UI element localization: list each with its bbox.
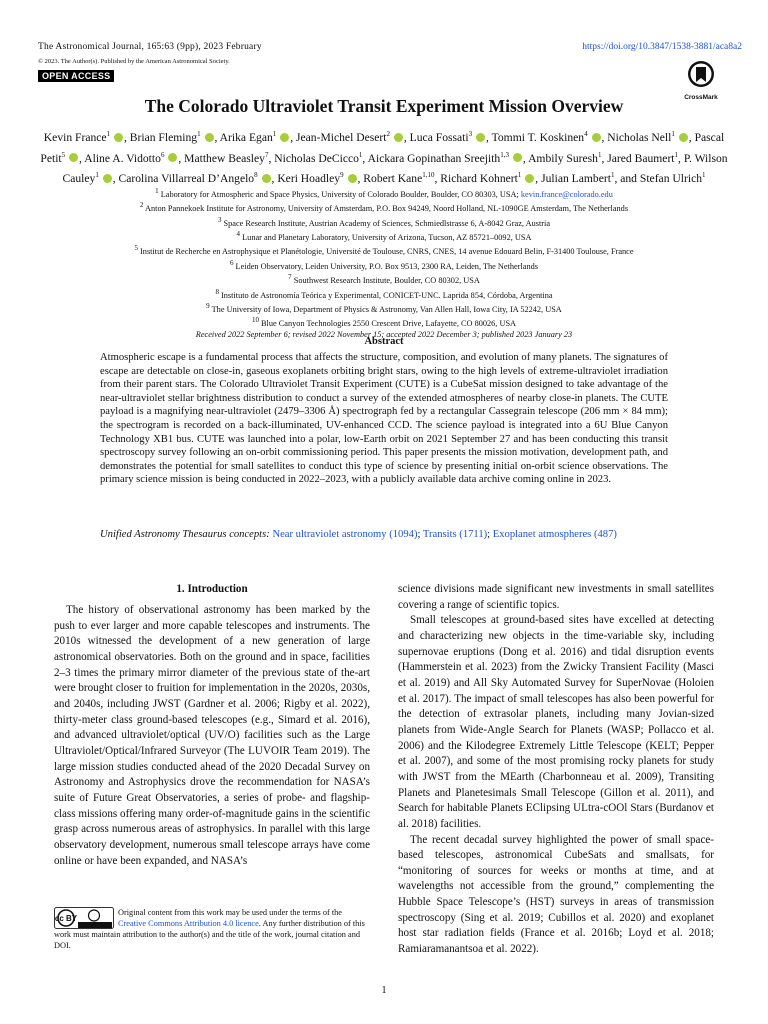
affiliation-item [40, 215, 728, 229]
orcid-icon[interactable] [394, 133, 403, 142]
abstract-heading: Abstract [364, 336, 404, 347]
author-separator: , [601, 130, 608, 144]
orcid-icon[interactable] [103, 174, 112, 183]
crossmark-label: CrossMark [684, 94, 718, 101]
author-affiliation-mark: 1 [95, 171, 99, 180]
affiliation-text: Southwest Research Institute, Boulder, CO 80302, USA [293, 275, 480, 285]
author-name: Keri Hoadley [277, 172, 341, 186]
affiliation-item [40, 243, 728, 257]
page-number: 1 [381, 985, 387, 996]
author-separator: , [271, 172, 278, 186]
author-name: Julian Lambert [541, 172, 611, 186]
author-affiliation-mark: 1,3 [500, 150, 509, 159]
author-affiliation-mark: 7 [264, 150, 269, 159]
orcid-icon[interactable] [679, 133, 688, 142]
author-separator: , [486, 130, 492, 144]
right-column [398, 582, 714, 958]
affiliation-number: 5 [134, 244, 138, 253]
cc-by-icon [54, 907, 114, 929]
author-separator: , [79, 151, 85, 165]
paper-title: The Colorado Ultraviolet Transit Experiment Mission Overview [144, 96, 624, 116]
affiliation-number: 4 [236, 230, 241, 239]
orcid-icon[interactable] [205, 133, 214, 142]
body-paragraph: The history of observational astronomy has been marked by the push to ever larger and more capable telescopes and instruments. The 2010s witnessed the development of a new generation of large astronomical observatories. Both on the ground and in space, facilities 2–3 times the primary mirror diameter of the previous state of the-art were brought closer to fruition for implementation in the 2020s, 2030s, and 2040s, including JWST (Gardner et al. 2006; Rigby et al. 2022), thirty-meter class ground-based telescopes (e.g., Simard et al. 2016), and advanced ultraviolet/optical (UV/O) facilities such as the Large Ultraviolet/Optical/Infrared Surveyor (The LUVOIR Team 2019). The large mission studies conducted ahead of the 2020 Decadal Survey on Astronomy and Astrophysics drove the recommendation for NASA’s suite of Future Great Observatories, a series of probe- and flagship-class missions offering many order-of-magnitude gains in the scientific grasp across numerous areas of astrophysics. In parallel with this large observatory development, numerous small telescope arrays have come online or have been expanded, and NASA’s [54, 604, 370, 867]
uat-concept-link[interactable]: Near ultraviolet astronomy (1094) [272, 529, 418, 540]
author-name: Aline A. Vidotto [84, 151, 161, 165]
author-affiliation-mark: 1,10 [422, 171, 435, 180]
author-separator: , [688, 130, 695, 144]
license-text: Original content from this work may be used under the terms of the [118, 908, 342, 917]
author-affiliation-mark: 5 [61, 150, 66, 159]
affiliation-number: 7 [288, 273, 292, 282]
author-separator: , [535, 172, 542, 186]
copyright-notice: © 2023. The Author(s). Published by the American Astronomical Society. [38, 58, 230, 65]
affiliation-text: Leiden Observatory, Leiden University, P.O. Box 9513, 2300 RA, Leiden, The Netherlands [235, 261, 539, 271]
author-name: Ambily Suresh [528, 151, 598, 165]
author-name: Nicholas DeCicco [274, 151, 359, 165]
author-name: Stefan Ulrich [639, 172, 703, 186]
affiliation-number: 3 [217, 215, 222, 224]
author-separator: , [214, 130, 220, 144]
affiliation-number: 2 [139, 201, 144, 210]
author-affiliation-mark: 1 [517, 171, 522, 180]
section-heading: 1. Introduction [176, 583, 248, 595]
uat-concepts: Unified Astronomy Thesaurus concepts: Near ultraviolet astronomy (1094); Transits (1711); Exoplanet atmospheres (487) [100, 529, 617, 540]
affiliation-text: Anton Pannekoek Institute for Astronomy, University of Amsterdam, P.O. Box 94249, Noord Holland, NL-1090GE Amsterdam, The Netherlands [145, 204, 629, 214]
doi-link[interactable]: https://doi.org/10.3847/1538-3881/aca8a2 [582, 42, 742, 52]
received-dates: Received 2022 September 6; revised 2022 November 15; accepted 2022 December 3; published 2023 January 23 [195, 329, 573, 339]
author-affiliation-mark: 4 [584, 130, 588, 138]
email-link[interactable]: kevin.france@colorado.edu [520, 189, 613, 199]
uat-concept-link[interactable]: Exoplanet atmospheres (487) [492, 529, 617, 540]
affiliation-item [40, 229, 728, 243]
crossmark-icon [687, 60, 715, 88]
author-separator: , [290, 130, 296, 144]
affiliation-item [40, 301, 728, 315]
affiliation-number: 9 [206, 301, 210, 310]
orcid-icon[interactable] [513, 153, 522, 162]
author-separator: , [112, 172, 119, 186]
affiliation-item [40, 200, 728, 214]
affiliation-text: The University of Iowa, Department of Physics & Astronomy, Van Allen Hall, Iowa City, IA 52242, USA [211, 304, 562, 314]
affiliation-number: 10 [251, 316, 259, 325]
author-name: Pascal Petit [40, 130, 725, 165]
author-affiliation-mark: 2 [386, 130, 390, 138]
license-text: . Any further distribution of this work must maintain attribution to the author(s) and the title of the work, journal citation and DOI. [54, 919, 365, 950]
orcid-icon[interactable] [114, 133, 123, 142]
author-name: Arika Egan [219, 130, 273, 144]
author-affiliation-mark: 8 [254, 171, 258, 180]
author-affiliation-mark: 1 [674, 150, 679, 159]
affiliation-number: 1 [155, 187, 159, 195]
uat-label: Unified Astronomy Thesaurus concepts: [100, 529, 270, 540]
author-separator: , [403, 130, 410, 144]
author-separator: , [434, 172, 441, 186]
body-paragraph: science divisions made significant new investments in small satellites covering a range of scientific topics. [398, 583, 714, 611]
affiliation-item [40, 287, 728, 301]
author-name: P. Wilson Cauley [62, 151, 728, 186]
author-affiliation-mark: 1 [197, 130, 201, 138]
author-affiliation-mark: 1 [597, 150, 602, 159]
author-affiliation-mark: 1 [610, 171, 615, 180]
affiliation-text: Blue Canyon Technologies 2550 Crescent Drive, Lafayette, CO 80026, USA [261, 319, 517, 328]
journal-citation: The Astronomical Journal, 165:63 (9pp), 2023 February [38, 42, 262, 52]
author-name: Jared Baumert [607, 151, 675, 165]
author-name: Luca Fossati [409, 130, 469, 144]
author-separator: , [601, 151, 608, 165]
author-separator: , [123, 130, 130, 144]
author-name: Robert Kane [363, 172, 423, 186]
affiliation-text: Laboratory for Atmospheric and Space Physics, University of Colorado Boulder, Boulder, CO 80303, USA; [160, 189, 521, 199]
affiliation-text: Lunar and Planetary Laboratory, University of Arizona, Tucson, AZ 85721–0092, USA [242, 232, 532, 242]
orcid-icon[interactable] [168, 153, 177, 162]
orcid-icon[interactable] [525, 174, 534, 183]
author-name: Matthew Beasley [184, 151, 265, 165]
cc-badge-text: cc BY [54, 914, 78, 923]
author-separator: , [178, 151, 185, 165]
author-separator: , and [614, 172, 640, 186]
affiliation-item [40, 186, 728, 200]
affiliation-item [40, 258, 728, 272]
orcid-icon[interactable] [476, 133, 485, 142]
author-separator: , [362, 151, 368, 165]
author-separator: , [678, 151, 684, 165]
author-name: Brian Fleming [129, 130, 198, 144]
author-affiliation-mark: 1 [106, 130, 111, 138]
author-name: Tommi T. Koskinen [491, 130, 585, 144]
open-access-badge: OPEN ACCESS [38, 70, 114, 82]
author-affiliation-mark: 3 [468, 130, 473, 138]
left-column [54, 603, 370, 869]
affiliation-text: Instituto de Astronomía Teórica y Experimental, CONICET-UNC. Laprida 854, Córdoba, Argentina [221, 290, 553, 300]
author-name: Aickara Gopinathan Sreejith [367, 151, 501, 165]
author-affiliation-mark: 1 [671, 130, 675, 138]
orcid-icon[interactable] [348, 174, 357, 183]
orcid-icon[interactable] [592, 133, 601, 142]
author-name: Nicholas Nell [607, 130, 672, 144]
license-notice [54, 907, 370, 951]
affiliation-item [40, 315, 728, 329]
affiliation-text: Institut de Recherche en Astrophysique et Planétologie, Université de Toulouse, CNRS, CNES, 14 avenue Edouard Belin, F-31400 Toulouse, France [140, 247, 634, 257]
author-affiliation-mark: 1 [702, 171, 706, 180]
orcid-icon[interactable] [280, 133, 289, 142]
abstract-text: Atmospheric escape is a fundamental process that affects the structure, composition, and evolution of many planets. The signatures of escape are detectable on close-in, gaseous exoplanets orbiting bright stars, owing to the high levels of extreme-ultraviolet irradiation from their parent stars. The Colorado Ultraviolet Transit Experiment (CUTE) is a CubeSat mission designed to take advantage of the near-ultraviolet stellar brightness distribution to conduct a survey of the extended atmospheres of nearby close-in planets. The CUTE payload is a magnifying near-ultraviolet (2479–3306 Å) spectrograph fed by a rectangular Cassegrain telescope (206 mm × 84 mm); the spectrogram is recorded on a back-illuminated, UV-enhanced CCD. The science payload is integrated into a 6U Blue Canyon Technology XB1 bus. CUTE was launched into a polar, low-Earth orbit on 2021 September 27 and has been conducting this transit spectroscopy survey following an on-orbit commissioning period. This paper presents the mission motivation, development path, and demonstrates the potential for small satellites to conduct this type of science by presenting initial on-orbit science observations. The primary science mission is being conducted in 2022–2023, with a publicly available data archive coming online in 2023. [100, 352, 668, 486]
license-link[interactable]: Creative Commons Attribution 4.0 licence [118, 919, 259, 928]
orcid-icon[interactable] [262, 174, 271, 183]
uat-concept-link[interactable]: Transits (1711) [422, 529, 488, 540]
author-separator: , [522, 151, 529, 165]
author-affiliation-mark: 6 [160, 150, 165, 159]
author-affiliation-mark: 9 [340, 171, 344, 180]
affiliation-list [40, 186, 728, 340]
body-paragraph: Small telescopes at ground-based sites have excelled at detecting and characterizing new objects in the time-variable sky, including supernovae eruptions (Dong et al. 2016) and tidal disruption events (Hammerstein et al. 2023) from the Zwicky Transient Facility (Masci et al. 2019) and All Sky Automated Survey for SuperNovae (Holoien et al. 2017). The impact of small telescopes has also been powerful for the detection of extrasolar planets, including many Jovian-sized planets from Wide-Angle Search for Planets (WASP; Pollacco et al. 2006) and the Kilodegree Extremely Little Telescope (KELT; Pepper et al. 2007), and some of the most promising rocky planets for study with JWST from the MEarth (Charbonneau et al. 2009), Transiting Planets and Planetesimals Small Telescope (Gillon et al. 2011), and Search for habitable Planets EClipsing ULtra-cOOl Stars (Burdanov et al. 2018) facilities. [398, 614, 714, 830]
author-list [40, 126, 728, 188]
affiliation-item [40, 272, 728, 286]
affiliation-number: 6 [229, 258, 234, 267]
affiliation-number: 8 [215, 287, 219, 296]
orcid-icon[interactable] [69, 153, 78, 162]
author-affiliation-mark: 1 [358, 150, 363, 159]
author-name: Jean-Michel Desert [296, 130, 387, 144]
author-name: Carolina Villarreal D’Angelo [118, 172, 255, 186]
author-separator: , [357, 172, 364, 186]
crossmark-button[interactable] [676, 60, 726, 101]
author-name: Richard Kohnert [440, 172, 518, 186]
author-name: Kevin France [43, 130, 107, 144]
author-affiliation-mark: 1 [272, 130, 277, 138]
author-separator: , [268, 151, 275, 165]
affiliation-text: Space Research Institute, Austrian Academy of Sciences, Schmiedlstrasse 6, A-8042 Graz, Austria [223, 218, 551, 228]
body-paragraph: The recent decadal survey highlighted the power of small space-based telescopes, astronomical CubeSats and smallsats, for “monitoring of sources for weeks or months at time, and at wavelengths not accessible from the ground,” complementing the Hubble Space Telescope’s (HST) surveys in areas of transmission spectroscopy (Sing et al. 2019; Cubillos et al. 2020) and exoplanet host star radiation fields (France et al. 2016b; Loyd et al. 2018; Ramiaramanantsoa et al. 2022). [398, 833, 714, 956]
